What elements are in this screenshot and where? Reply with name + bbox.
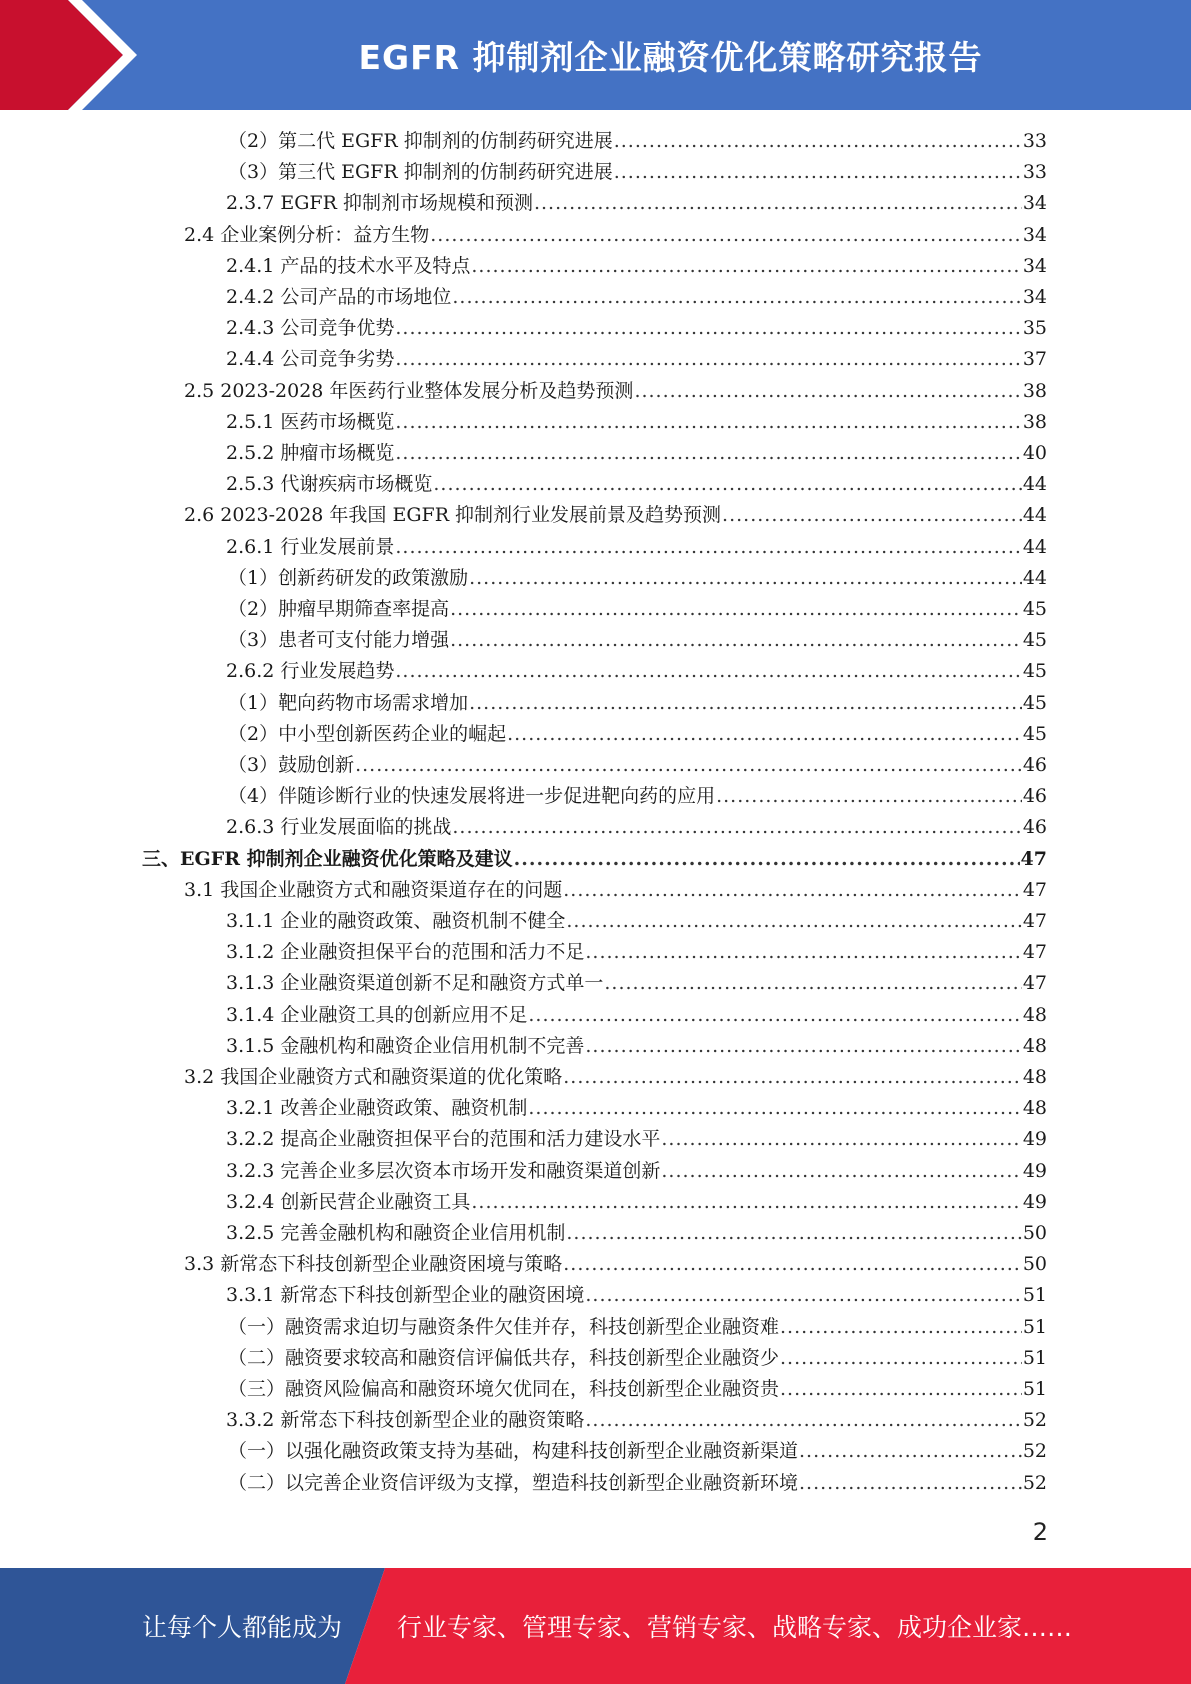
toc-entry-page: 45	[1022, 722, 1047, 745]
toc-entry-page: 48	[1022, 1003, 1047, 1026]
toc-leader-dots	[799, 1436, 1022, 1467]
toc-entry-page: 52	[1022, 1440, 1047, 1463]
toc-entry-page: 49	[1022, 1159, 1047, 1182]
toc-leader-dots	[514, 844, 1020, 875]
toc-entry-page: 49	[1022, 1190, 1047, 1213]
toc-entry[interactable]	[184, 376, 1047, 407]
toc-entry-label: 3.1.3 企业融资渠道创新不足和融资方式单一	[226, 972, 604, 995]
toc-leader-dots	[430, 220, 1022, 251]
toc-leader-dots	[395, 313, 1021, 344]
toc-leader-dots	[450, 594, 1022, 625]
toc-leader-dots	[450, 625, 1022, 656]
toc-entry[interactable]	[226, 1156, 1047, 1187]
toc-entry[interactable]	[228, 719, 1047, 750]
toc-entry[interactable]	[226, 251, 1047, 282]
toc-entry-page: 38	[1022, 379, 1047, 402]
toc-entry-page: 48	[1022, 1097, 1047, 1120]
footer-band	[0, 1568, 1191, 1684]
toc-entry[interactable]	[226, 188, 1047, 219]
toc-entry[interactable]	[228, 750, 1047, 781]
toc-leader-dots	[395, 532, 1021, 563]
toc-leader-dots	[614, 157, 1022, 188]
toc-entry-label: 3.1.5 金融机构和融资企业信用机制不完善	[226, 1034, 585, 1057]
toc-entry[interactable]	[226, 469, 1047, 500]
toc-leader-dots	[395, 438, 1021, 469]
toc-entry-page: 44	[1022, 566, 1047, 589]
toc-entry-label: 3.3.1 新常态下科技创新型企业的融资困境	[226, 1284, 585, 1307]
toc-entry-page: 51	[1022, 1346, 1047, 1369]
toc-entry[interactable]	[184, 220, 1047, 251]
toc-entry-page: 49	[1022, 1128, 1047, 1151]
toc-leader-dots	[452, 812, 1021, 843]
toc-entry-label: 2.4.2 公司产品的市场地位	[226, 286, 452, 308]
toc-entry-label: 3.2.1 改善企业融资政策、融资机制	[226, 1097, 528, 1120]
toc-entry-label: 2.5.2 肿瘤市场概览	[226, 442, 395, 464]
toc-entry[interactable]	[226, 1031, 1047, 1062]
toc-entry[interactable]	[228, 1468, 1047, 1499]
toc-entry[interactable]	[228, 1312, 1047, 1343]
toc-entry[interactable]	[184, 500, 1047, 531]
toc-entry-label: （2）第二代 EGFR 抑制剂的仿制药研究进展	[228, 130, 613, 152]
toc-entry-label: 2.5 2023-2028 年医药行业整体发展分析及趋势预测	[184, 379, 634, 402]
toc-entry[interactable]	[226, 1218, 1047, 1249]
toc-entry-label: 2.6.2 行业发展趋势	[226, 660, 395, 683]
toc-entry-label: 3.1.2 企业融资担保平台的范围和活力不足	[226, 941, 585, 964]
toc-entry[interactable]	[226, 1093, 1047, 1124]
toc-entry-page: 51	[1022, 1315, 1047, 1338]
toc-entry-page: 44	[1022, 535, 1047, 558]
toc-entry-label: 3.2.2 提高企业融资担保平台的范围和活力建设水平	[226, 1128, 661, 1151]
toc-leader-dots	[528, 1093, 1021, 1124]
toc-leader-dots	[716, 781, 1022, 812]
toc-entry-page: 33	[1022, 130, 1047, 152]
toc-entry-page: 33	[1022, 161, 1047, 184]
toc-entry-label: 2.5.1 医药市场概览	[226, 410, 395, 433]
toc-entry[interactable]	[228, 126, 1047, 157]
toc-entry[interactable]	[226, 937, 1047, 968]
toc-leader-dots	[661, 1124, 1021, 1155]
toc-entry-label: （2）肿瘤早期筛查率提高	[228, 598, 450, 620]
toc-entry-label: 3.1 我国企业融资方式和融资渠道存在的问题	[184, 878, 563, 901]
toc-entry-label: 2.6.3 行业发展面临的挑战	[226, 816, 452, 839]
toc-entry-label: 2.4.3 公司竞争优势	[226, 317, 395, 340]
toc-entry-page: 44	[1022, 473, 1047, 496]
report-title: EGFR 抑制剂企业融资优化策略研究报告	[358, 37, 983, 77]
toc-leader-dots	[469, 688, 1022, 719]
toc-entry-page: 34	[1022, 254, 1047, 277]
toc-entry[interactable]	[226, 1405, 1047, 1436]
toc-entry-page: 50	[1022, 1253, 1047, 1276]
toc-entry-page: 48	[1022, 1066, 1047, 1088]
toc-entry-label: 3.2.5 完善金融机构和融资企业信用机制	[226, 1222, 566, 1244]
toc-entry[interactable]	[228, 157, 1047, 188]
toc-entry[interactable]	[184, 1249, 1047, 1280]
toc-leader-dots	[614, 126, 1022, 157]
toc-entry-label: （3）鼓励创新	[228, 754, 355, 776]
toc-entry-page: 51	[1022, 1284, 1047, 1307]
toc-entry-label: 3.2 我国企业融资方式和融资渠道的优化策略	[184, 1066, 563, 1088]
toc-entry[interactable]	[228, 1343, 1047, 1374]
toc-entry[interactable]	[226, 532, 1047, 563]
toc-entry-page: 52	[1022, 1471, 1047, 1494]
toc-entry[interactable]	[226, 1000, 1047, 1031]
toc-entry-label: 3.2.3 完善企业多层次资本市场开发和融资渠道创新	[226, 1159, 661, 1182]
toc-entry-label: 3.3 新常态下科技创新型企业融资困境与策略	[184, 1253, 563, 1276]
toc-leader-dots	[661, 1156, 1021, 1187]
toc-entry-page: 46	[1022, 754, 1047, 776]
toc-leader-dots	[395, 656, 1021, 687]
toc-entry-page: 45	[1022, 598, 1047, 620]
toc-entry-label: （4）伴随诊断行业的快速发展将进一步促进靶向药的应用	[228, 785, 716, 808]
toc-entry[interactable]	[226, 407, 1047, 438]
toc-entry-label: 3.3.2 新常态下科技创新型企业的融资策略	[226, 1409, 585, 1432]
toc-leader-dots	[780, 1312, 1022, 1343]
toc-entry[interactable]	[228, 594, 1047, 625]
toc-leader-dots	[585, 1280, 1021, 1311]
toc-leader-dots	[471, 251, 1021, 282]
toc-entry-label: （1）靶向药物市场需求增加	[228, 691, 469, 714]
footer-slogan-right: 行业专家、管理专家、营销专家、战略专家、成功企业家……	[397, 1613, 1073, 1642]
toc-leader-dots	[507, 719, 1022, 750]
toc-entry[interactable]	[228, 688, 1047, 719]
toc-entry-page: 47	[1020, 847, 1047, 870]
toc-entry-page: 46	[1022, 816, 1047, 839]
toc-entry[interactable]	[226, 313, 1047, 344]
toc-entry[interactable]	[142, 844, 1047, 875]
toc-entry-label: 三、EGFR 抑制剂企业融资优化策略及建议	[142, 847, 513, 870]
toc-entry-page: 47	[1022, 878, 1047, 901]
toc-leader-dots	[799, 1468, 1022, 1499]
toc-entry-page: 34	[1022, 192, 1047, 215]
toc-leader-dots	[604, 968, 1021, 999]
toc-entry[interactable]	[226, 1124, 1047, 1155]
toc-leader-dots	[528, 1000, 1021, 1031]
toc-entry-page: 50	[1022, 1222, 1047, 1244]
toc-entry[interactable]	[226, 438, 1047, 469]
toc-leader-dots	[433, 469, 1021, 500]
toc-entry-label: 3.1.4 企业融资工具的创新应用不足	[226, 1003, 528, 1026]
toc-entry[interactable]	[228, 1374, 1047, 1405]
toc-leader-dots	[355, 750, 1022, 781]
toc-entry-page: 47	[1022, 910, 1047, 932]
toc-entry-page: 47	[1022, 941, 1047, 964]
toc-leader-dots	[634, 376, 1021, 407]
page-number: 2	[1032, 1518, 1048, 1546]
toc-entry-label: （3）患者可支付能力增强	[228, 629, 450, 652]
toc-entry[interactable]	[226, 1280, 1047, 1311]
toc-entry-label: 2.4 企业案例分析：益方生物	[184, 223, 430, 246]
toc-leader-dots	[780, 1343, 1022, 1374]
toc-leader-dots	[534, 188, 1022, 219]
arrow-icon	[0, 0, 160, 110]
toc-entry[interactable]	[226, 282, 1047, 313]
toc-entry-page: 51	[1022, 1378, 1047, 1400]
toc-entry-page: 46	[1022, 785, 1047, 808]
header-band	[0, 0, 1191, 110]
toc-entry[interactable]	[226, 656, 1047, 687]
toc-leader-dots	[395, 407, 1021, 438]
toc-leader-dots	[563, 875, 1022, 906]
toc-entry-label: （1）创新药研发的政策激励	[228, 566, 469, 589]
toc-entry-label: 2.6.1 行业发展前景	[226, 535, 395, 558]
toc-leader-dots	[722, 500, 1022, 531]
toc-leader-dots	[585, 937, 1021, 968]
footer-slogan-left: 让每个人都能成为	[142, 1613, 343, 1642]
toc-entry-label: （三）融资风险偏高和融资环境欠优同在，科技创新型企业融资贵	[228, 1378, 780, 1400]
toc-entry-label: 2.4.1 产品的技术水平及特点	[226, 254, 471, 277]
toc-entry[interactable]	[226, 812, 1047, 843]
toc-entry-label: （一）融资需求迫切与融资条件欠佳并存，科技创新型企业融资难	[228, 1315, 780, 1338]
toc-entry-page: 45	[1022, 691, 1047, 714]
toc-leader-dots	[585, 1405, 1021, 1436]
toc-leader-dots	[563, 1249, 1022, 1280]
toc-entry-page: 34	[1022, 223, 1047, 246]
toc-entry-label: 2.3.7 EGFR 抑制剂市场规模和预测	[226, 192, 533, 215]
toc-entry-page: 45	[1022, 660, 1047, 683]
toc-entry[interactable]	[226, 968, 1047, 999]
toc-leader-dots	[566, 906, 1021, 937]
toc-entry-label: （一）以强化融资政策支持为基础，构建科技创新型企业融资新渠道	[228, 1440, 799, 1463]
toc-entry[interactable]	[184, 1062, 1047, 1093]
toc-leader-dots	[585, 1031, 1021, 1062]
toc-entry-page: 52	[1022, 1409, 1047, 1432]
toc-entry-label: （二）融资要求较高和融资信评偏低共存，科技创新型企业融资少	[228, 1346, 780, 1369]
toc-entry[interactable]	[228, 1436, 1047, 1467]
toc-entry-page: 40	[1022, 442, 1047, 464]
toc-entry[interactable]	[228, 563, 1047, 594]
toc-entry-label: （3）第三代 EGFR 抑制剂的仿制药研究进展	[228, 161, 613, 184]
toc-entry-label: 3.1.1 企业的融资政策、融资机制不健全	[226, 910, 566, 932]
toc-entry[interactable]	[226, 906, 1047, 937]
toc-entry-label: （2）中小型创新医药企业的崛起	[228, 722, 507, 745]
toc-entry-page: 44	[1022, 504, 1047, 527]
toc-entry[interactable]	[228, 781, 1047, 812]
toc-entry-page: 38	[1022, 410, 1047, 433]
toc-entry-page: 37	[1022, 348, 1047, 371]
toc-entry-label: 2.6 2023-2028 年我国 EGFR 抑制剂行业发展前景及趋势预测	[184, 504, 722, 527]
toc-entry[interactable]	[184, 875, 1047, 906]
toc-entry[interactable]	[226, 344, 1047, 375]
toc-entry-label: 2.5.3 代谢疾病市场概览	[226, 473, 433, 496]
toc-entry-page: 45	[1022, 629, 1047, 652]
toc-entry-label: 3.2.4 创新民营企业融资工具	[226, 1190, 471, 1213]
toc-entry-page: 34	[1022, 286, 1047, 308]
toc-leader-dots	[395, 344, 1021, 375]
toc-leader-dots	[469, 563, 1022, 594]
toc-entry-label: 2.4.4 公司竞争劣势	[226, 348, 395, 371]
toc-entry-label: （二）以完善企业资信评级为支撑，塑造科技创新型企业融资新环境	[228, 1471, 799, 1494]
toc-entry-page: 48	[1022, 1034, 1047, 1057]
toc-entry-page: 47	[1022, 972, 1047, 995]
toc-leader-dots	[452, 282, 1021, 313]
toc-entry[interactable]	[226, 1187, 1047, 1218]
toc-leader-dots	[471, 1187, 1021, 1218]
toc-entry-page: 35	[1022, 317, 1047, 340]
toc-leader-dots	[780, 1374, 1022, 1405]
toc-leader-dots	[563, 1062, 1022, 1093]
toc-leader-dots	[566, 1218, 1021, 1249]
toc-entry[interactable]	[228, 625, 1047, 656]
